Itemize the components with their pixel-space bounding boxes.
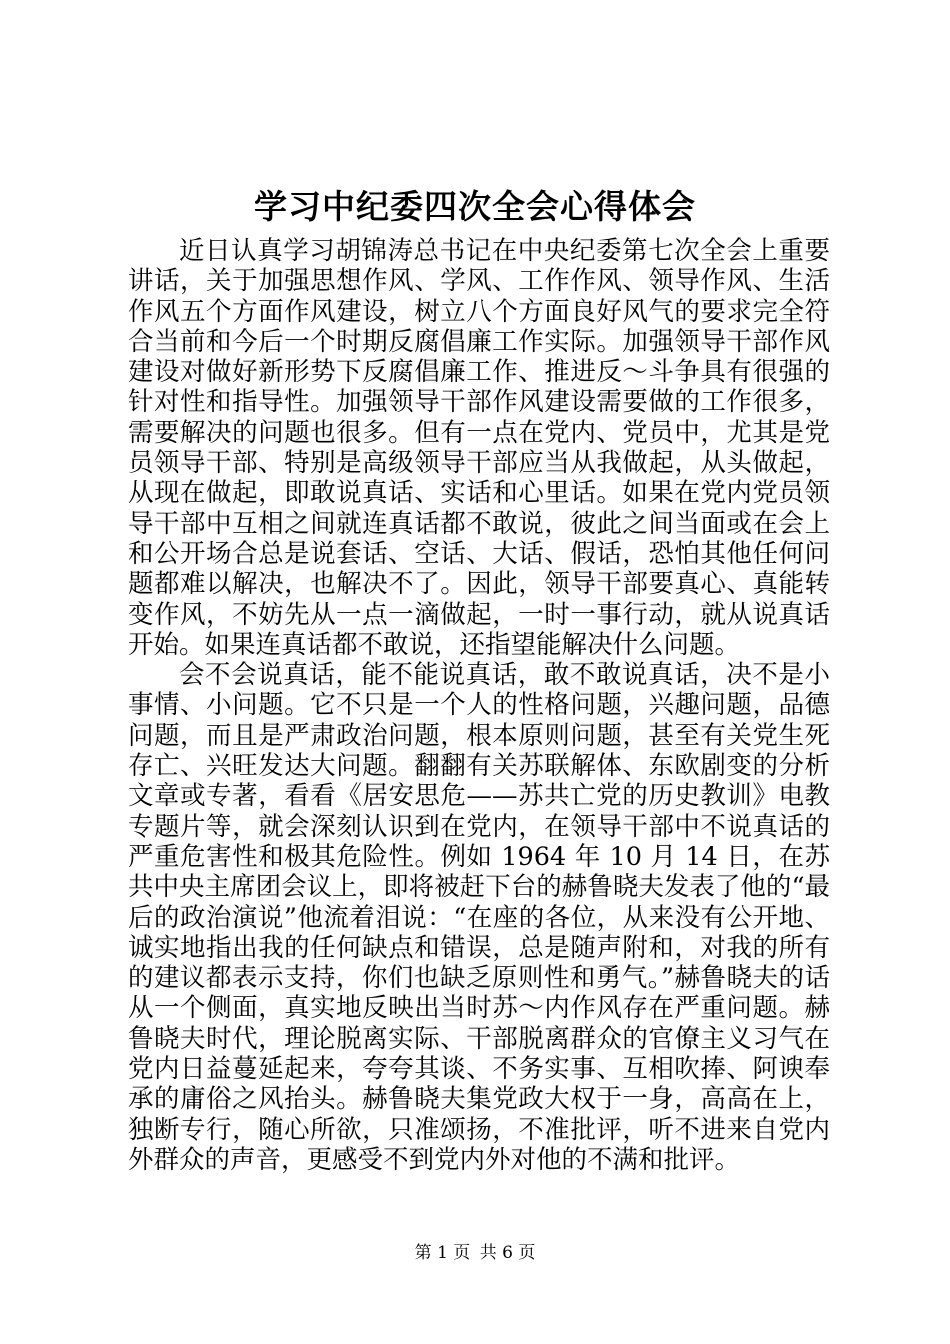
paragraph-2: 会不会说真话，能不能说真话，敢不敢说真话，决不是小事情、小问题。它不只是一个人的性格问题，兴趣问题，品德问题，而且是严肃政治问题，根本原则问题，甚至有关党生死存亡、兴旺发达大问题。翻翻有关苏联解体、东欧剧变的分析文章或专著，看看《居安思危——苏共亡党的历史教训》电教专题片等，就会深刻认识到在党内，在领导干部中不说真话的严重危害性和极其危险性。例如 1964 年 10 月 14 日，在苏共中央主席团会议上，即将被赶下台的赫鲁晓夫发表了他的“最后的政治演说”他流着泪说：“在座的各位，从来没有公开地、诚实地指出我的任何缺点和错误，总是随声附和，对我的所有的建议都表示支持，你们也缺乏原则性和勇气。”赫鲁晓夫的话从一个侧面，真实地反映出当时苏～内作风存在严重问题。赫鲁晓夫时代，理论脱离实际、干部脱离群众的官僚主义习气在党内日益蔓延起来，夸夸其谈、不务实事、互相吹捧、阿谀奉承的庸俗之风抬头。赫鲁晓夫集党政大权于一身，高高在上，独断专行，随心所欲，只准颂扬，不准批评，听不进来自党内外群众的声音，更感受不到党内外对他的不满和批评。 xyxy=(128,660,830,1175)
page-number: 第 1 页 xyxy=(414,1243,471,1263)
page-total: 共 6 页 xyxy=(479,1243,536,1263)
document-title: 学习中纪委四次全会心得体会 xyxy=(254,187,696,226)
document-body xyxy=(128,236,830,1175)
page-footer xyxy=(0,1241,950,1265)
paragraph-1: 近日认真学习胡锦涛总书记在中央纪委第七次全会上重要讲话，关于加强思想作风、学风、工作作风、领导作风、生活作风五个方面作风建设，树立八个方面良好风气的要求完全符合当前和今后一个时期反腐倡廉工作实际。加强领导干部作风建设对做好新形势下反腐倡廉工作、推进反～斗争具有很强的针对性和指导性。加强领导干部作风建设需要做的工作很多，需要解决的问题也很多。但有一点在党内、党员中，尤其是党员领导干部、特别是高级领导干部应当从我做起，从头做起，从现在做起，即敢说真话、实话和心里话。如果在党内党员领导干部中互相之间就连真话都不敢说，彼此之间当面或在会上和公开场合总是说套话、空话、大话、假话，恐怕其他任何问题都难以解决，也解决不了。因此，领导干部要真心、真能转变作风，不妨先从一点一滴做起，一时一事行动，就从说真话开始。如果连真话都不敢说，还指望能解决什么问题。 xyxy=(128,236,830,660)
